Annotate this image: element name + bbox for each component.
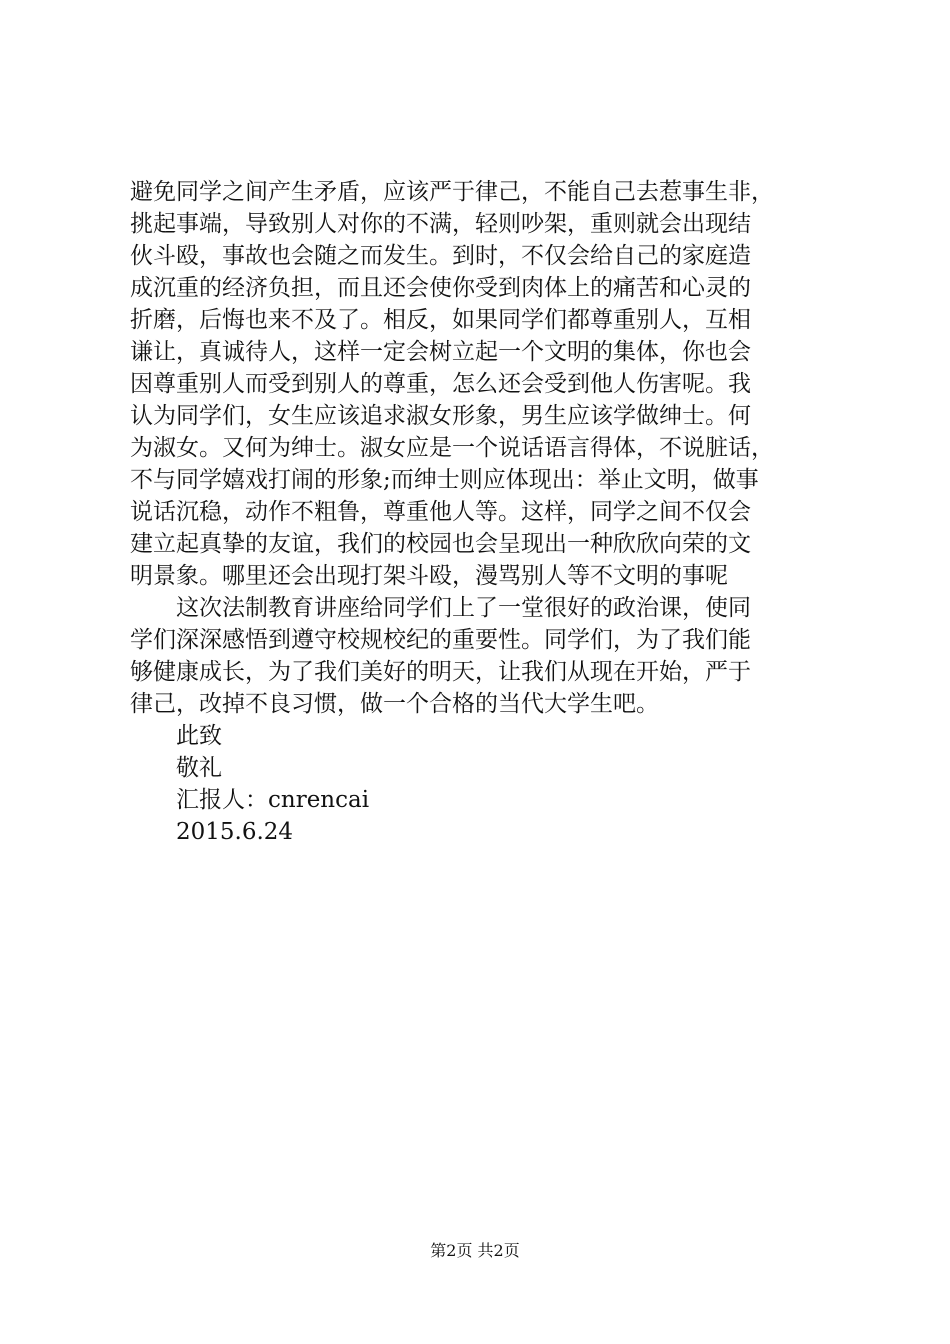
salutation: 此致: [176, 723, 222, 749]
text-line: 折磨，后悔也来不及了。相反，如果同学们都尊重别人，互相: [130, 307, 751, 333]
page-footer: [0, 1241, 950, 1261]
page-number-indicator: 第2页 共2页: [430, 1241, 520, 1260]
text-line: 避免同学之间产生矛盾，应该严于律己，不能自己去惹事生非，: [130, 179, 774, 205]
text-line: 不与同学嬉戏打闹的形象;而绅士则应体现出：举止文明，做事: [130, 467, 759, 493]
text-line: 说话沉稳，动作不粗鲁，尊重他人等。这样，同学之间不仅会: [130, 499, 751, 525]
text-line: 律己，改掉不良习惯，做一个合格的当代大学生吧。: [130, 691, 659, 717]
text-line: 挑起事端，导致别人对你的不满，轻则吵架，重则就会出现结: [130, 211, 751, 237]
text-line: 建立起真挚的友谊，我们的校园也会呈现出一种欣欣向荣的文: [130, 531, 751, 557]
text-line: 因尊重别人而受到别人的尊重，怎么还会受到他人伤害呢。我: [130, 371, 751, 397]
text-line: 学们深深感悟到遵守校规校纪的重要性。同学们，为了我们能: [130, 627, 751, 653]
paragraph-1: [130, 176, 830, 592]
text-line: 伙斗殴，事故也会随之而发生。到时，不仅会给自己的家庭造: [130, 243, 751, 269]
text-line: 认为同学们，女生应该追求淑女形象，男生应该学做绅士。何: [130, 403, 751, 429]
text-line-indented: 这次法制教育讲座给同学们上了一堂很好的政治课，使同: [176, 595, 751, 621]
paragraph-2: [130, 592, 830, 720]
text-line: 谦让，真诚待人，这样一定会树立起一个文明的集体，你也会: [130, 339, 751, 365]
text-line: 为淑女。又何为绅士。淑女应是一个说话语言得体，不说脏话，: [130, 435, 774, 461]
text-line: 明景象。哪里还会出现打架斗殴，漫骂别人等不文明的事呢: [130, 563, 728, 589]
respect-line: 敬礼: [176, 755, 222, 781]
text-line: 够健康成长，为了我们美好的明天，让我们从现在开始，严于: [130, 659, 751, 685]
document-body: [130, 176, 830, 848]
text-line: 成沉重的经济负担，而且还会使你受到肉体上的痛苦和心灵的: [130, 275, 751, 301]
reporter-signature: 汇报人：cnrencai: [176, 787, 370, 813]
report-date: 2015.6.24: [176, 819, 294, 845]
closing-block: [130, 720, 830, 848]
